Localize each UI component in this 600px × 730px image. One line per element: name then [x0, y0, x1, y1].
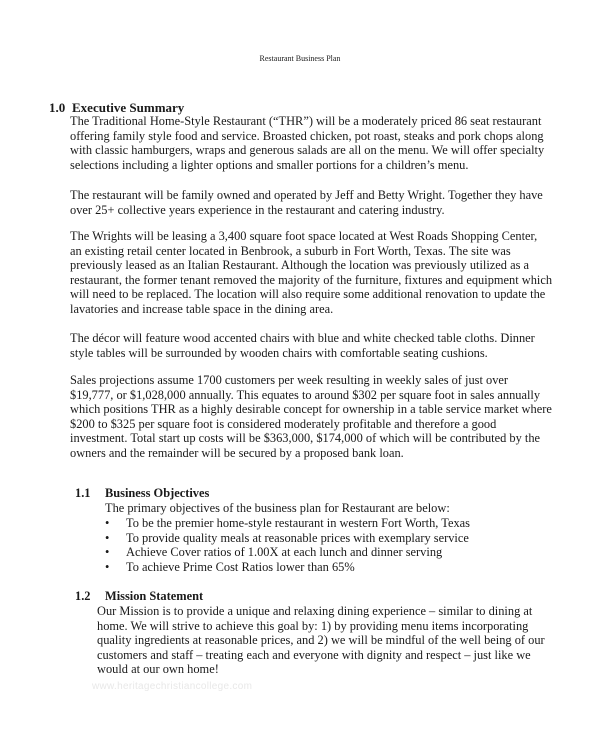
- text-line: style tables will be surrounded by wooden chairs with comfortable seating cushions.: [70, 345, 488, 360]
- list-item: [105, 560, 470, 575]
- bullet-icon: •: [105, 559, 110, 574]
- text-line: The Traditional Home-Style Restaurant (“THR”) will be a moderately priced 86 seat restaurant: [70, 114, 542, 128]
- text-line: with classic hamburgers, wraps and generous salads are all on the menu. We will offer specialty: [70, 143, 545, 158]
- paragraph-decor: [70, 331, 558, 360]
- bullet-icon: •: [105, 530, 110, 545]
- section-title: Executive Summary: [72, 100, 185, 115]
- list-item-text: To achieve Prime Cost Ratios lower than 65%: [126, 559, 355, 574]
- text-line: over 25+ collective years experience in the restaurant and catering industry.: [70, 202, 445, 217]
- section-heading-business-objectives: [75, 486, 209, 501]
- text-line: $19,777, or $1,028,000 annually. This equates to around $302 per square foot in sales annually: [70, 387, 541, 402]
- section-number: 1.1: [75, 486, 91, 500]
- section-title: Business Objectives: [105, 486, 210, 500]
- text-line: owners and the remainder will be secured by a proposed bank loan.: [70, 445, 404, 460]
- text-line: The décor will feature wood accented chairs with blue and white checked table cloths. Dinner: [70, 331, 535, 345]
- watermark-text: www.heritagechristiancollege.com: [92, 681, 253, 692]
- text-line: restaurant, the former tenant removed the majority of the furniture, fixtures and equipment which: [70, 272, 553, 287]
- text-line: an existing retail center located in Benbrook, a suburb in Fort Worth, Texas. The site was: [70, 243, 511, 258]
- text-line: quality ingredients at reasonable prices, and 2) we will be mindful of the well being of our: [97, 633, 545, 648]
- text-line: customers and staff – treating each and everyone with dignity and respect – just like we: [97, 647, 531, 662]
- list-item-text: Achieve Cover ratios of 1.00X at each lunch and dinner serving: [126, 545, 443, 560]
- list-item: [105, 531, 470, 546]
- text-line: will need to be replaced. The location will also require some additional renovation to update the: [70, 287, 546, 302]
- text-line: lavatories and increase table space in the dining area.: [70, 301, 334, 316]
- section-number: 1.0: [49, 100, 66, 115]
- text-line: offering family style food and service. Broasted chicken, pot roast, steaks and pork chops along: [70, 128, 544, 143]
- text-line: The Wrights will be leasing a 3,400 square foot space located at West Roads Shopping Center,: [70, 229, 538, 243]
- text-line: would at our own home!: [97, 662, 219, 677]
- text-line: Sales projections assume 1700 customers per week resulting in weekly sales of just over: [70, 373, 509, 387]
- list-item-text: To provide quality meals at reasonable prices with exemplary service: [126, 530, 469, 545]
- objectives-intro: [105, 501, 565, 516]
- paragraph-location: [70, 229, 558, 317]
- text-line: The restaurant will be family owned and operated by Jeff and Betty Wright. Together they have: [70, 188, 543, 202]
- list-item: [105, 545, 470, 560]
- text-line: investment. Total start up costs will be $363,000, $174,000 of which will be contributed by the: [70, 431, 541, 446]
- bullet-icon: •: [105, 516, 110, 530]
- section-heading-mission-statement: [75, 589, 203, 604]
- text-line: previously leased as an Italian Restaurant. Although the location was previously utilized as a: [70, 258, 530, 273]
- section-title: Mission Statement: [105, 589, 204, 603]
- text-line: which positions THR as a highly desirable concept for ownership in a table service market where: [70, 402, 552, 417]
- text-line: The primary objectives of the business plan for Restaurant are below:: [105, 501, 450, 515]
- text-line: home. We will strive to achieve this goal by: 1) by providing menu items incorporating: [97, 618, 529, 633]
- list-item-text: To be the premier home-style restaurant in western Fort Worth, Texas: [126, 516, 470, 530]
- running-header: Restaurant Business Plan: [259, 54, 341, 63]
- text-line: selections including a lighter options and smaller portions for a children’s menu.: [70, 157, 469, 172]
- section-number: 1.2: [75, 589, 91, 603]
- bullet-icon: •: [105, 545, 110, 560]
- objectives-list: [105, 516, 470, 574]
- paragraph-mission: [97, 604, 567, 677]
- text-line: $200 to $325 per square foot is considered moderately profitable and therefore a good: [70, 416, 497, 431]
- text-line: Our Mission is to provide a unique and relaxing dining experience – similar to dining at: [97, 604, 533, 618]
- paragraph-owners: [70, 188, 558, 217]
- list-item: [105, 516, 470, 531]
- paragraph-intro: [70, 114, 558, 172]
- paragraph-sales-projections: [70, 373, 558, 461]
